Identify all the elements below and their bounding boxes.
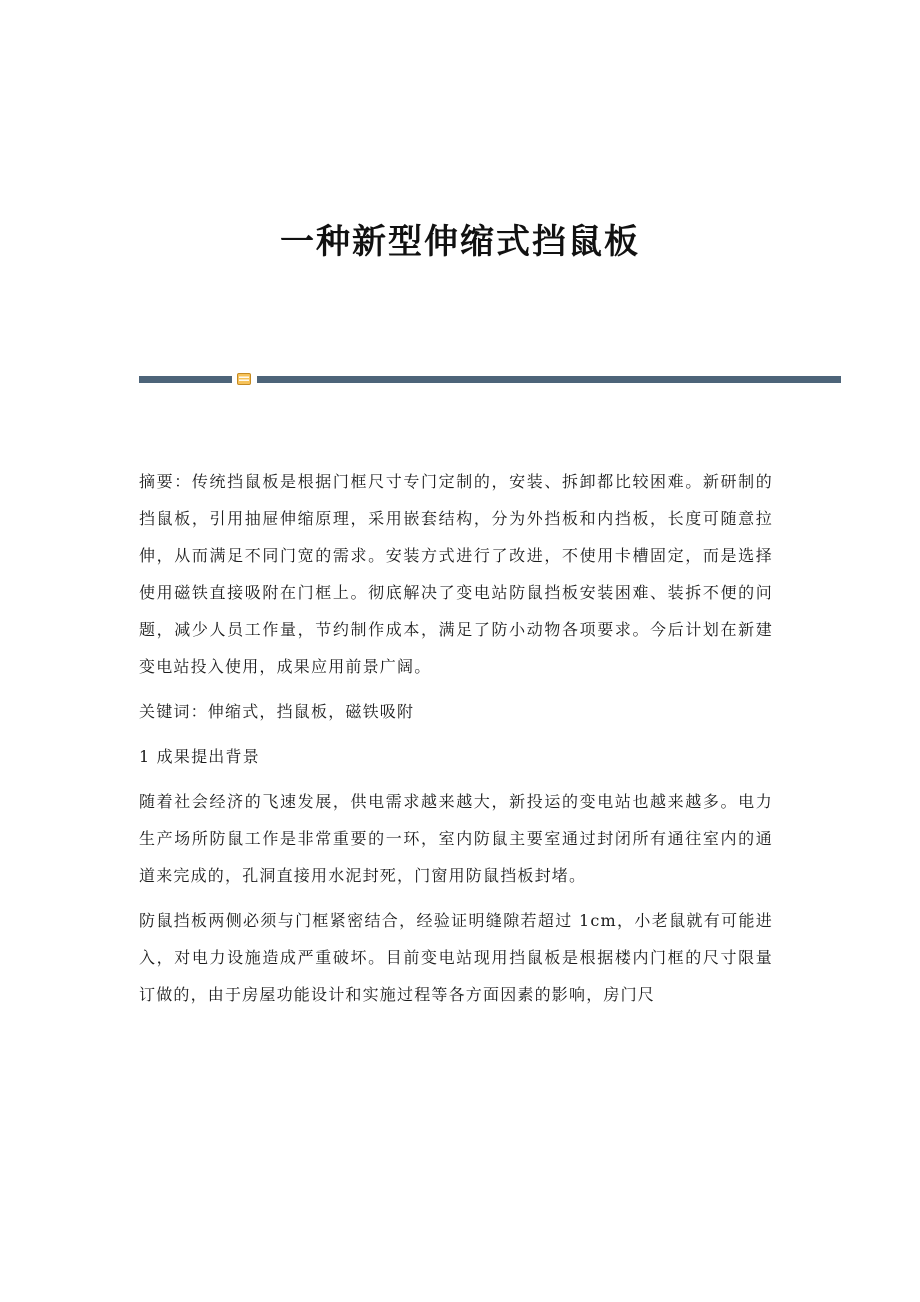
- document-icon: [237, 373, 251, 385]
- abstract-paragraph: 摘要：传统挡鼠板是根据门框尺寸专门定制的，安装、拆卸都比较困难。新研制的挡鼠板，引用抽屉伸缩原理，采用嵌套结构，分为外挡板和内挡板，长度可随意拉伸，从而满足不同门宽的需求。安装方式进行了改进，不使用卡槽固定，而是选择使用磁铁直接吸附在门框上。彻底解决了变电站防鼠挡板安装困难、装拆不便的问题，减少人员工作量，节约制作成本，满足了防小动物各项要求。今后计划在新建变电站投入使用，成果应用前景广阔。: [139, 472, 773, 676]
- document-body: [139, 463, 773, 1021]
- keywords-line: 关键词：伸缩式，挡鼠板，磁铁吸附: [139, 702, 415, 721]
- body-paragraph: 防鼠挡板两侧必须与门框紧密结合，经验证明缝隙若超过 1cm，小老鼠就有可能进入，对电力设施造成严重破坏。目前变电站现用挡鼠板是根据楼内门框的尺寸限量订做的，由于房屋功能设计和实施过程等各方面因素的影响，房门尺: [139, 911, 773, 1004]
- divider-bar-left: [139, 376, 232, 383]
- section-heading: 1 成果提出背景: [139, 747, 260, 766]
- body-paragraph: 随着社会经济的飞速发展，供电需求越来越大，新投运的变电站也越来越多。电力生产场所防鼠工作是非常重要的一环，室内防鼠主要室通过封闭所有通往室内的通道来完成的，孔洞直接用水泥封死，门窗用防鼠挡板封堵。: [139, 792, 773, 885]
- title-divider: [139, 372, 841, 386]
- document-title: 一种新型伸缩式挡鼠板: [280, 222, 640, 262]
- divider-bar-right: [257, 376, 841, 383]
